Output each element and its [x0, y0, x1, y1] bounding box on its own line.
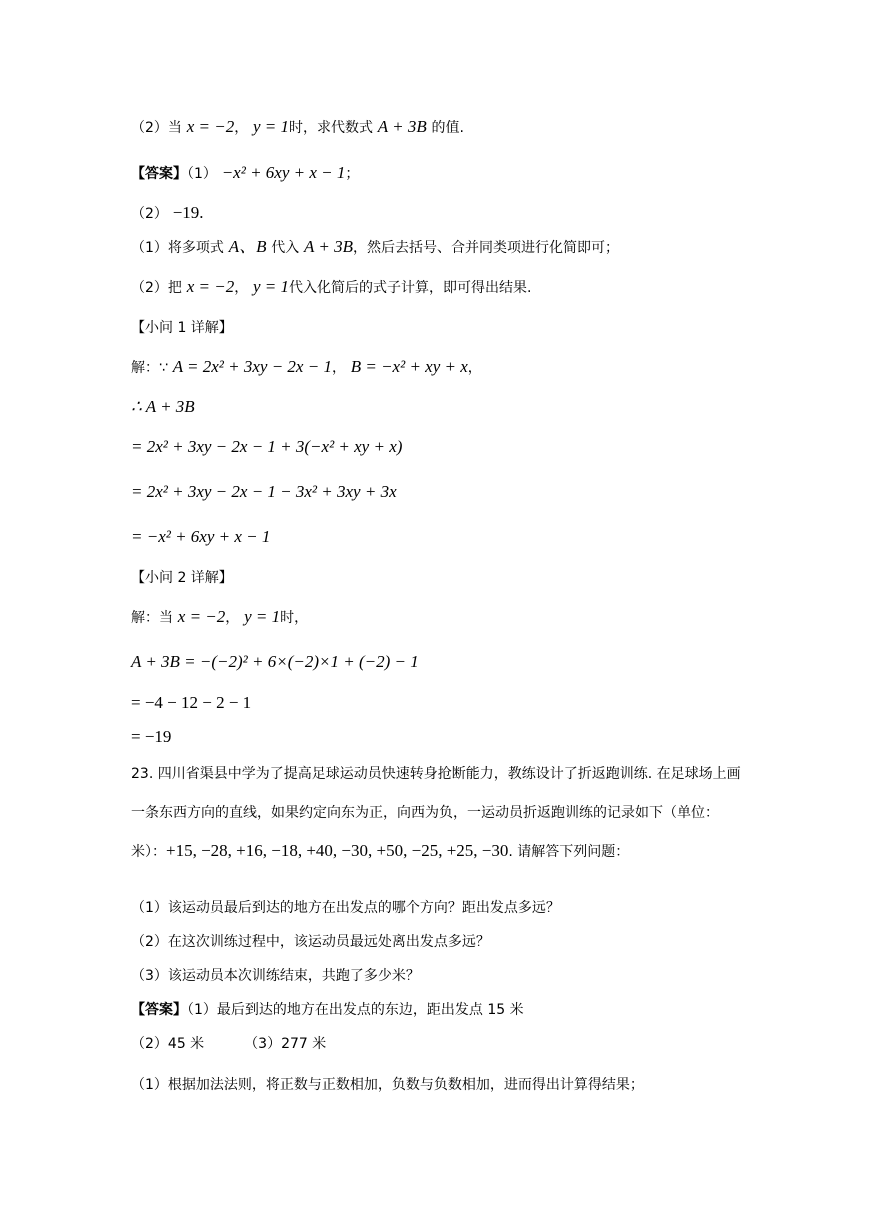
expression: A + 3B [304, 237, 353, 256]
separator: ， [331, 360, 346, 376]
heading-text: 【小问 2 详解】 [131, 570, 233, 586]
detail1-step2 [131, 482, 397, 502]
answer23-parts23 [131, 1033, 326, 1054]
q23-sub1 [131, 897, 560, 918]
analysis-part1 [131, 237, 619, 258]
derivation-step: A + 3B = −(−2)² + 6×(−2)×1 + (−2) − 1 [131, 652, 419, 671]
detail2-step2 [131, 693, 251, 713]
derivation-step: = 2x² + 3xy − 2x − 1 + 3(−x² + xy + x) [131, 437, 403, 456]
equation-b: B = −x² + xy + x [350, 357, 468, 376]
expression: A + 3B [377, 117, 427, 136]
heading-text: 【小问 1 详解】 [131, 320, 233, 336]
derivation-step: = 2x² + 3xy − 2x − 1 − 3x² + 3xy + 3x [131, 482, 397, 501]
answer-tag: 【答案】 [131, 1002, 187, 1018]
training-records: +15, −28, +16, −18, +40, −30, +50, −25, +25, −30 [166, 841, 509, 860]
question-tail: 的值. [431, 120, 464, 136]
answer-value: −19 [172, 203, 200, 222]
detail1-therefore [131, 397, 195, 417]
answer-text: （1）最后到达的地方在出发点的东边，距出发点 15 米 [187, 1002, 524, 1018]
sub-question: （1）该运动员最后到达的地方在出发点的哪个方向？距出发点多远？ [131, 900, 560, 916]
punctuation: . [199, 203, 204, 222]
detail2-heading [131, 567, 233, 588]
detail2-given [131, 607, 308, 628]
analysis-text: （1）根据加法法则，将正数与正数相加，负数与负数相加，进而得出计算得结果； [131, 1077, 644, 1093]
analysis-text: 代入 [271, 240, 300, 256]
analysis-text: （1）将多项式 [131, 240, 224, 256]
answer-expression: −x² + 6xy + x − 1 [221, 163, 346, 182]
analysis-part2 [131, 277, 531, 298]
answer-part1 [131, 163, 359, 184]
solution-intro: 解：∵ [131, 360, 168, 376]
question-text: 时，求代数式 [289, 120, 374, 136]
derivation-step: = −x² + 6xy + x − 1 [131, 527, 271, 546]
q22-part2-question [131, 117, 464, 138]
analysis23 [131, 1074, 644, 1095]
separator: ， [234, 280, 249, 296]
analysis-text: （2）把 [131, 280, 182, 296]
condition-y: y = 1 [252, 277, 290, 296]
solution-intro: 解：当 [131, 610, 173, 626]
q23-sub3 [131, 965, 420, 986]
condition-y: y = 1 [244, 607, 281, 626]
derivation-step: = −19 [131, 727, 172, 746]
sub-question: （2）在这次训练过程中，该运动员最远处离出发点多远？ [131, 934, 490, 950]
condition-x: x = −2 [177, 607, 226, 626]
detail1-heading [131, 317, 233, 338]
punctuation: ， [467, 360, 482, 376]
detail2-step1 [131, 652, 419, 672]
answer-part2 [131, 203, 204, 224]
punctuation: ； [345, 166, 360, 182]
condition-x: x = −2 [186, 117, 235, 136]
part-label: （1） [187, 166, 217, 182]
answer-tag: 【答案】 [131, 166, 187, 182]
answer-text: （2）45 米 [131, 1036, 205, 1052]
therefore-expression: ∴ A + 3B [131, 397, 195, 416]
separator: ， [225, 610, 240, 626]
variables: A、B [228, 237, 267, 256]
derivation-step: = −4 − 12 − 2 − 1 [131, 693, 252, 712]
question-text: 23. 四川省渠县中学为了提高足球运动员快速转身抢断能力，教练设计了折返跑训练. 在足球场上画一条东西方向的直线，如果约定向东为正，向西为负，一运动员折返跑训练的记录如下（单位：米）： [131, 766, 741, 860]
condition-x: x = −2 [186, 277, 235, 296]
part-label: （2） [131, 206, 168, 222]
separator: ， [234, 120, 249, 136]
part-label: （2）当 [131, 120, 182, 136]
q23-sub2 [131, 931, 490, 952]
detail1-step3 [131, 527, 270, 547]
sub-question: （3）该运动员本次训练结束，共跑了多少米？ [131, 968, 420, 984]
analysis-text: 代入化简后的式子计算，即可得出结果. [289, 280, 532, 296]
detail1-step1 [131, 437, 402, 457]
question-text: . 请解答下列问题： [508, 844, 630, 860]
q23-stem [131, 754, 751, 871]
analysis-text: ，然后去括号、合并同类项进行化简即可； [352, 240, 619, 256]
condition-y: y = 1 [252, 117, 290, 136]
detail1-given [131, 357, 482, 378]
detail2-step3 [131, 727, 171, 747]
answer-text: （3）277 米 [244, 1036, 327, 1052]
answer23-part1 [131, 999, 524, 1020]
solution-text: 时， [280, 610, 309, 626]
equation-a: A = 2x² + 3xy − 2x − 1 [172, 357, 332, 376]
